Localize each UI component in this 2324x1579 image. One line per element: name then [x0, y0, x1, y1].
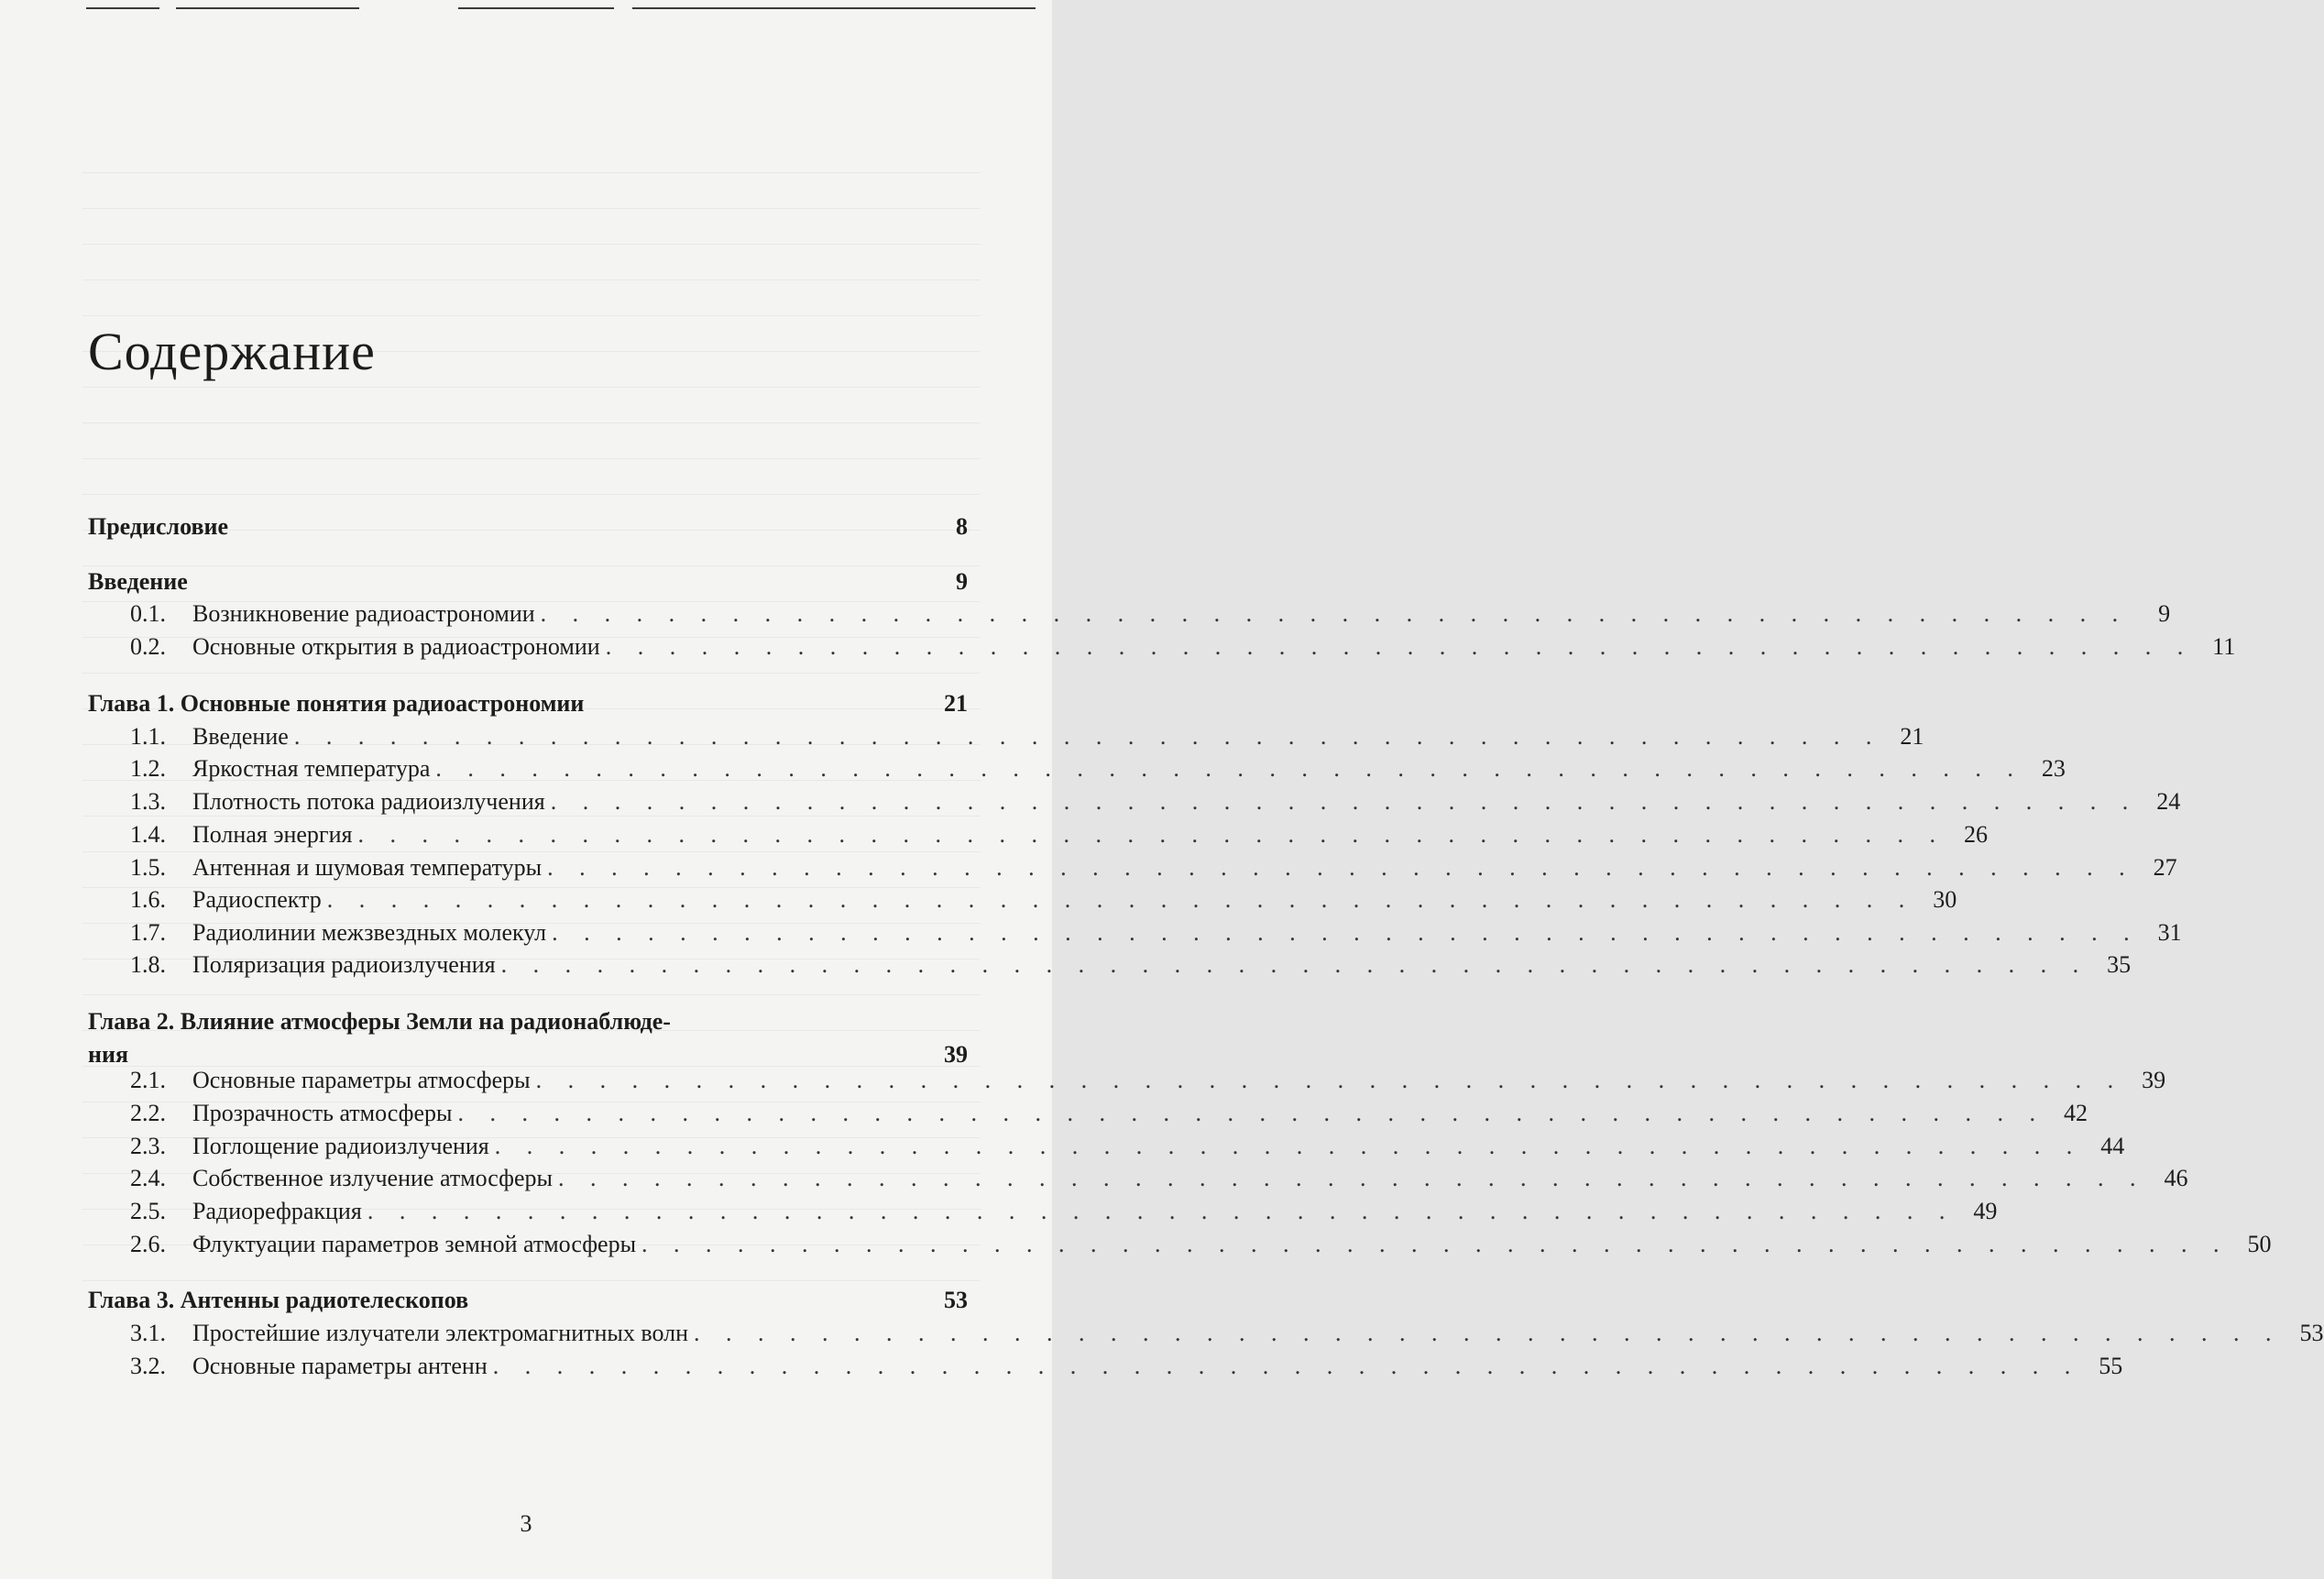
toc-section-entry [88, 1100, 2088, 1129]
toc-dot-leader: . . . . . . . . . . . . . . . . . . . . . . . . . . . . . . . . . . . . . . . . . . . . . . . . . . [367, 1198, 1956, 1224]
toc-entry-label: Основные открытия в радиоастрономии [192, 633, 600, 660]
toc-entry-label: Простейшие излучатели электромагнитных волн [192, 1320, 689, 1346]
toc-chapter-entry [88, 1287, 968, 1316]
toc-section-number: 2.2. [130, 1100, 166, 1126]
toc-entry-label: Радиоспектр [192, 886, 322, 913]
toc-dot-leader: . . . . . . . . . . . . . . . . . . . . . . . . . . . . . . . . . . . . . . . . . . . . . . . . . . [540, 600, 2129, 627]
toc-entry-label: Радиорефракция [192, 1198, 362, 1224]
toc-entry-label: Плотность потока радиоизлучения [192, 788, 545, 815]
toc-section-entry [88, 600, 2171, 630]
toc-section-number: 1.6. [130, 886, 166, 913]
toc-page-number: 31 [2157, 919, 2182, 946]
toc-chapter-entry [88, 513, 968, 543]
toc-section-entry [88, 1320, 2324, 1349]
toc-section-number: 2.6. [130, 1231, 166, 1257]
toc-dot-leader: . . . . . . . . . . . . . . . . . . . . . . . . . . . . . . . . . . . . . . . . . . . . . . . . . . [435, 755, 2023, 782]
toc-dot-leader: . . . . . . . . . . . . . . . . . . . . . . . . . . . . . . . . . . . . . . . . . . . . . . . . . . [293, 723, 1882, 750]
toc-entry-label: Антенная и шумовая температуры [192, 854, 543, 881]
toc-section-entry [88, 1353, 2123, 1382]
toc-page-number: 26 [1963, 821, 1988, 848]
toc-dot-leader: . . . . . . . . . . . . . . . . . . . . . . . . . . . . . . . . . . . . . . . . . . . . . . . . . . [641, 1231, 2230, 1257]
toc-page-number: 39 [2142, 1067, 2166, 1093]
toc-page-number: 9 [2158, 600, 2171, 627]
top-rule [458, 7, 614, 9]
toc-entry-label: Глава 1. Основные понятия радиоастрономии [88, 690, 585, 717]
toc-section-entry [88, 821, 1988, 850]
toc-dot-leader: . . . . . . . . . . . . . . . . . . . . . . . . . . . . . . . . . . . . . . . . . . . . . . . . . . [457, 1100, 2045, 1126]
toc-dot-leader: . . . . . . . . . . . . . . . . . . . . . . . . . . . . . . . . . . . . . . . . . . . . . . . . . . [550, 788, 2139, 815]
toc-entry-label: Полная энергия [192, 821, 353, 848]
toc-section-number: 2.5. [130, 1198, 166, 1224]
page-number: 3 [520, 1510, 532, 1537]
toc-entry-label: Прозрачность атмосферы [192, 1100, 453, 1126]
toc-page-number: 23 [2041, 755, 2066, 782]
toc-section-entry [88, 854, 2177, 883]
toc-section-entry [88, 755, 2066, 784]
toc-dot-leader: . . . . . . . . . . . . . . . . . . . . . . . . . . . . . . . . . . . . . . . . . . . . . . . . . . [552, 919, 2140, 946]
toc-section-number: 1.3. [130, 788, 166, 815]
toc-page-number: 9 [956, 568, 968, 595]
toc-chapter-heading: Глава 2. Влияние атмосферы Земли на радионаблюде- [88, 1008, 671, 1035]
toc-section-number: 1.8. [130, 951, 166, 978]
toc-section-number: 3.1. [130, 1320, 166, 1346]
toc-entry-label: Радиолинии межзвездных молекул [192, 919, 547, 946]
toc-dot-leader: . . . . . . . . . . . . . . . . . . . . . . . . . . . . . . . . . . . . . . . . . . . . . . . . . . [694, 1320, 2282, 1346]
toc-section-entry [88, 1231, 2272, 1260]
top-rule [632, 7, 1036, 9]
page-title: Содержание [88, 322, 376, 381]
toc-section-number: 0.2. [130, 633, 166, 660]
toc-section-number: 1.2. [130, 755, 166, 782]
toc-entry-label: Введение [192, 723, 289, 750]
toc-entry-label: Яркостная температура [192, 755, 431, 782]
toc-section-entry [88, 788, 2181, 817]
toc-dot-leader: . . . . . . . . . . . . . . . . . . . . . . . . . . . . . . . . . . . . . . . . . . . . . . . . . . [326, 886, 1915, 913]
toc-dot-leader: . . . . . . . . . . . . . . . . . . . . . . . . . . . . . . . . . . . . . . . . . . . . . . . . . . [492, 1353, 2081, 1379]
toc-section-entry [88, 919, 2182, 948]
toc-entry-label: Собственное излучение атмосферы [192, 1165, 554, 1191]
toc-section-number: 0.1. [130, 600, 166, 627]
toc-dot-leader: . . . . . . . . . . . . . . . . . . . . . . . . . . . . . . . . . . . . . . . . . . . . . . . . . . [357, 821, 1946, 848]
toc-entry-label: Поляризация радиоизлучения [192, 951, 496, 978]
toc-page-number: 30 [1933, 886, 1957, 913]
toc-page-number: 49 [1973, 1198, 1998, 1224]
toc-entry-label: Поглощение радиоизлучения [192, 1133, 489, 1159]
toc-page-number: 42 [2064, 1100, 2088, 1126]
toc-section-number: 1.4. [130, 821, 166, 848]
toc-section-entry [88, 633, 2236, 663]
toc-page-number: 21 [1900, 723, 1924, 750]
toc-section-number: 2.3. [130, 1133, 166, 1159]
toc-page-number: 8 [956, 513, 968, 540]
toc-section-entry [88, 1067, 2166, 1096]
toc-chapter-entry [88, 690, 968, 719]
toc-page-number: 44 [2100, 1133, 2125, 1159]
toc-page-number: 55 [2099, 1353, 2123, 1379]
toc-entry-label: Возникновение радиоастрономии [192, 600, 535, 627]
toc-dot-leader: . . . . . . . . . . . . . . . . . . . . . . . . . . . . . . . . . . . . . . . . . . . . . . . . . . [500, 951, 2089, 978]
toc-dot-leader: . . . . . . . . . . . . . . . . . . . . . . . . . . . . . . . . . . . . . . . . . . . . . . . . . . [605, 633, 2194, 660]
toc-dot-leader: . . . . . . . . . . . . . . . . . . . . . . . . . . . . . . . . . . . . . . . . . . . . . . . . . . [558, 1165, 2146, 1191]
toc-dot-leader: . . . . . . . . . . . . . . . . . . . . . . . . . . . . . . . . . . . . . . . . . . . . . . . . . . [494, 1133, 2083, 1159]
toc-page-number: 53 [944, 1287, 968, 1313]
toc-page-number: 24 [2156, 788, 2181, 815]
toc-section-entry [88, 1165, 2188, 1194]
toc-entry-label: Основные параметры антенн [192, 1353, 488, 1379]
toc-entry-label: Флуктуации параметров земной атмосферы [192, 1231, 637, 1257]
toc-page-number: 53 [2299, 1320, 2324, 1346]
toc-page-number: 11 [2212, 633, 2236, 660]
toc-section-entry [88, 886, 1957, 916]
toc-section-number: 2.4. [130, 1165, 166, 1191]
top-rule [176, 7, 359, 9]
toc-section-number: 1.5. [130, 854, 166, 881]
toc-section-entry [88, 951, 2132, 981]
top-rule [86, 7, 159, 9]
toc-section-number: 3.2. [130, 1353, 166, 1379]
toc-entry-label: Глава 3. Антенны радиотелескопов [88, 1287, 469, 1313]
toc-section-number: 1.1. [130, 723, 166, 750]
toc-page-number: 50 [2247, 1231, 2272, 1257]
toc-section-entry [88, 1133, 2125, 1162]
toc-section-entry [88, 1198, 1998, 1227]
toc-entry-label: Основные параметры атмосферы [192, 1067, 531, 1093]
toc-chapter-entry [88, 568, 968, 598]
toc-page-number: 46 [2164, 1165, 2188, 1191]
toc-page-number: 35 [2107, 951, 2132, 978]
toc-page-number: 21 [944, 690, 968, 717]
toc-section-entry [88, 723, 1924, 752]
toc-dot-leader: . . . . . . . . . . . . . . . . . . . . . . . . . . . . . . . . . . . . . . . . . . . . . . . . . . [535, 1067, 2124, 1093]
toc-entry-label: Введение [88, 568, 188, 595]
toc-dot-leader: . . . . . . . . . . . . . . . . . . . . . . . . . . . . . . . . . . . . . . . . . . . . . . . . . . [547, 854, 2135, 881]
toc-section-number: 1.7. [130, 919, 166, 946]
toc-entry-label: ния [88, 1041, 129, 1068]
toc-page-number: 27 [2153, 854, 2177, 881]
toc-section-number: 2.1. [130, 1067, 166, 1093]
toc-page-number: 39 [944, 1041, 968, 1068]
toc-entry-label: Предисловие [88, 513, 229, 540]
